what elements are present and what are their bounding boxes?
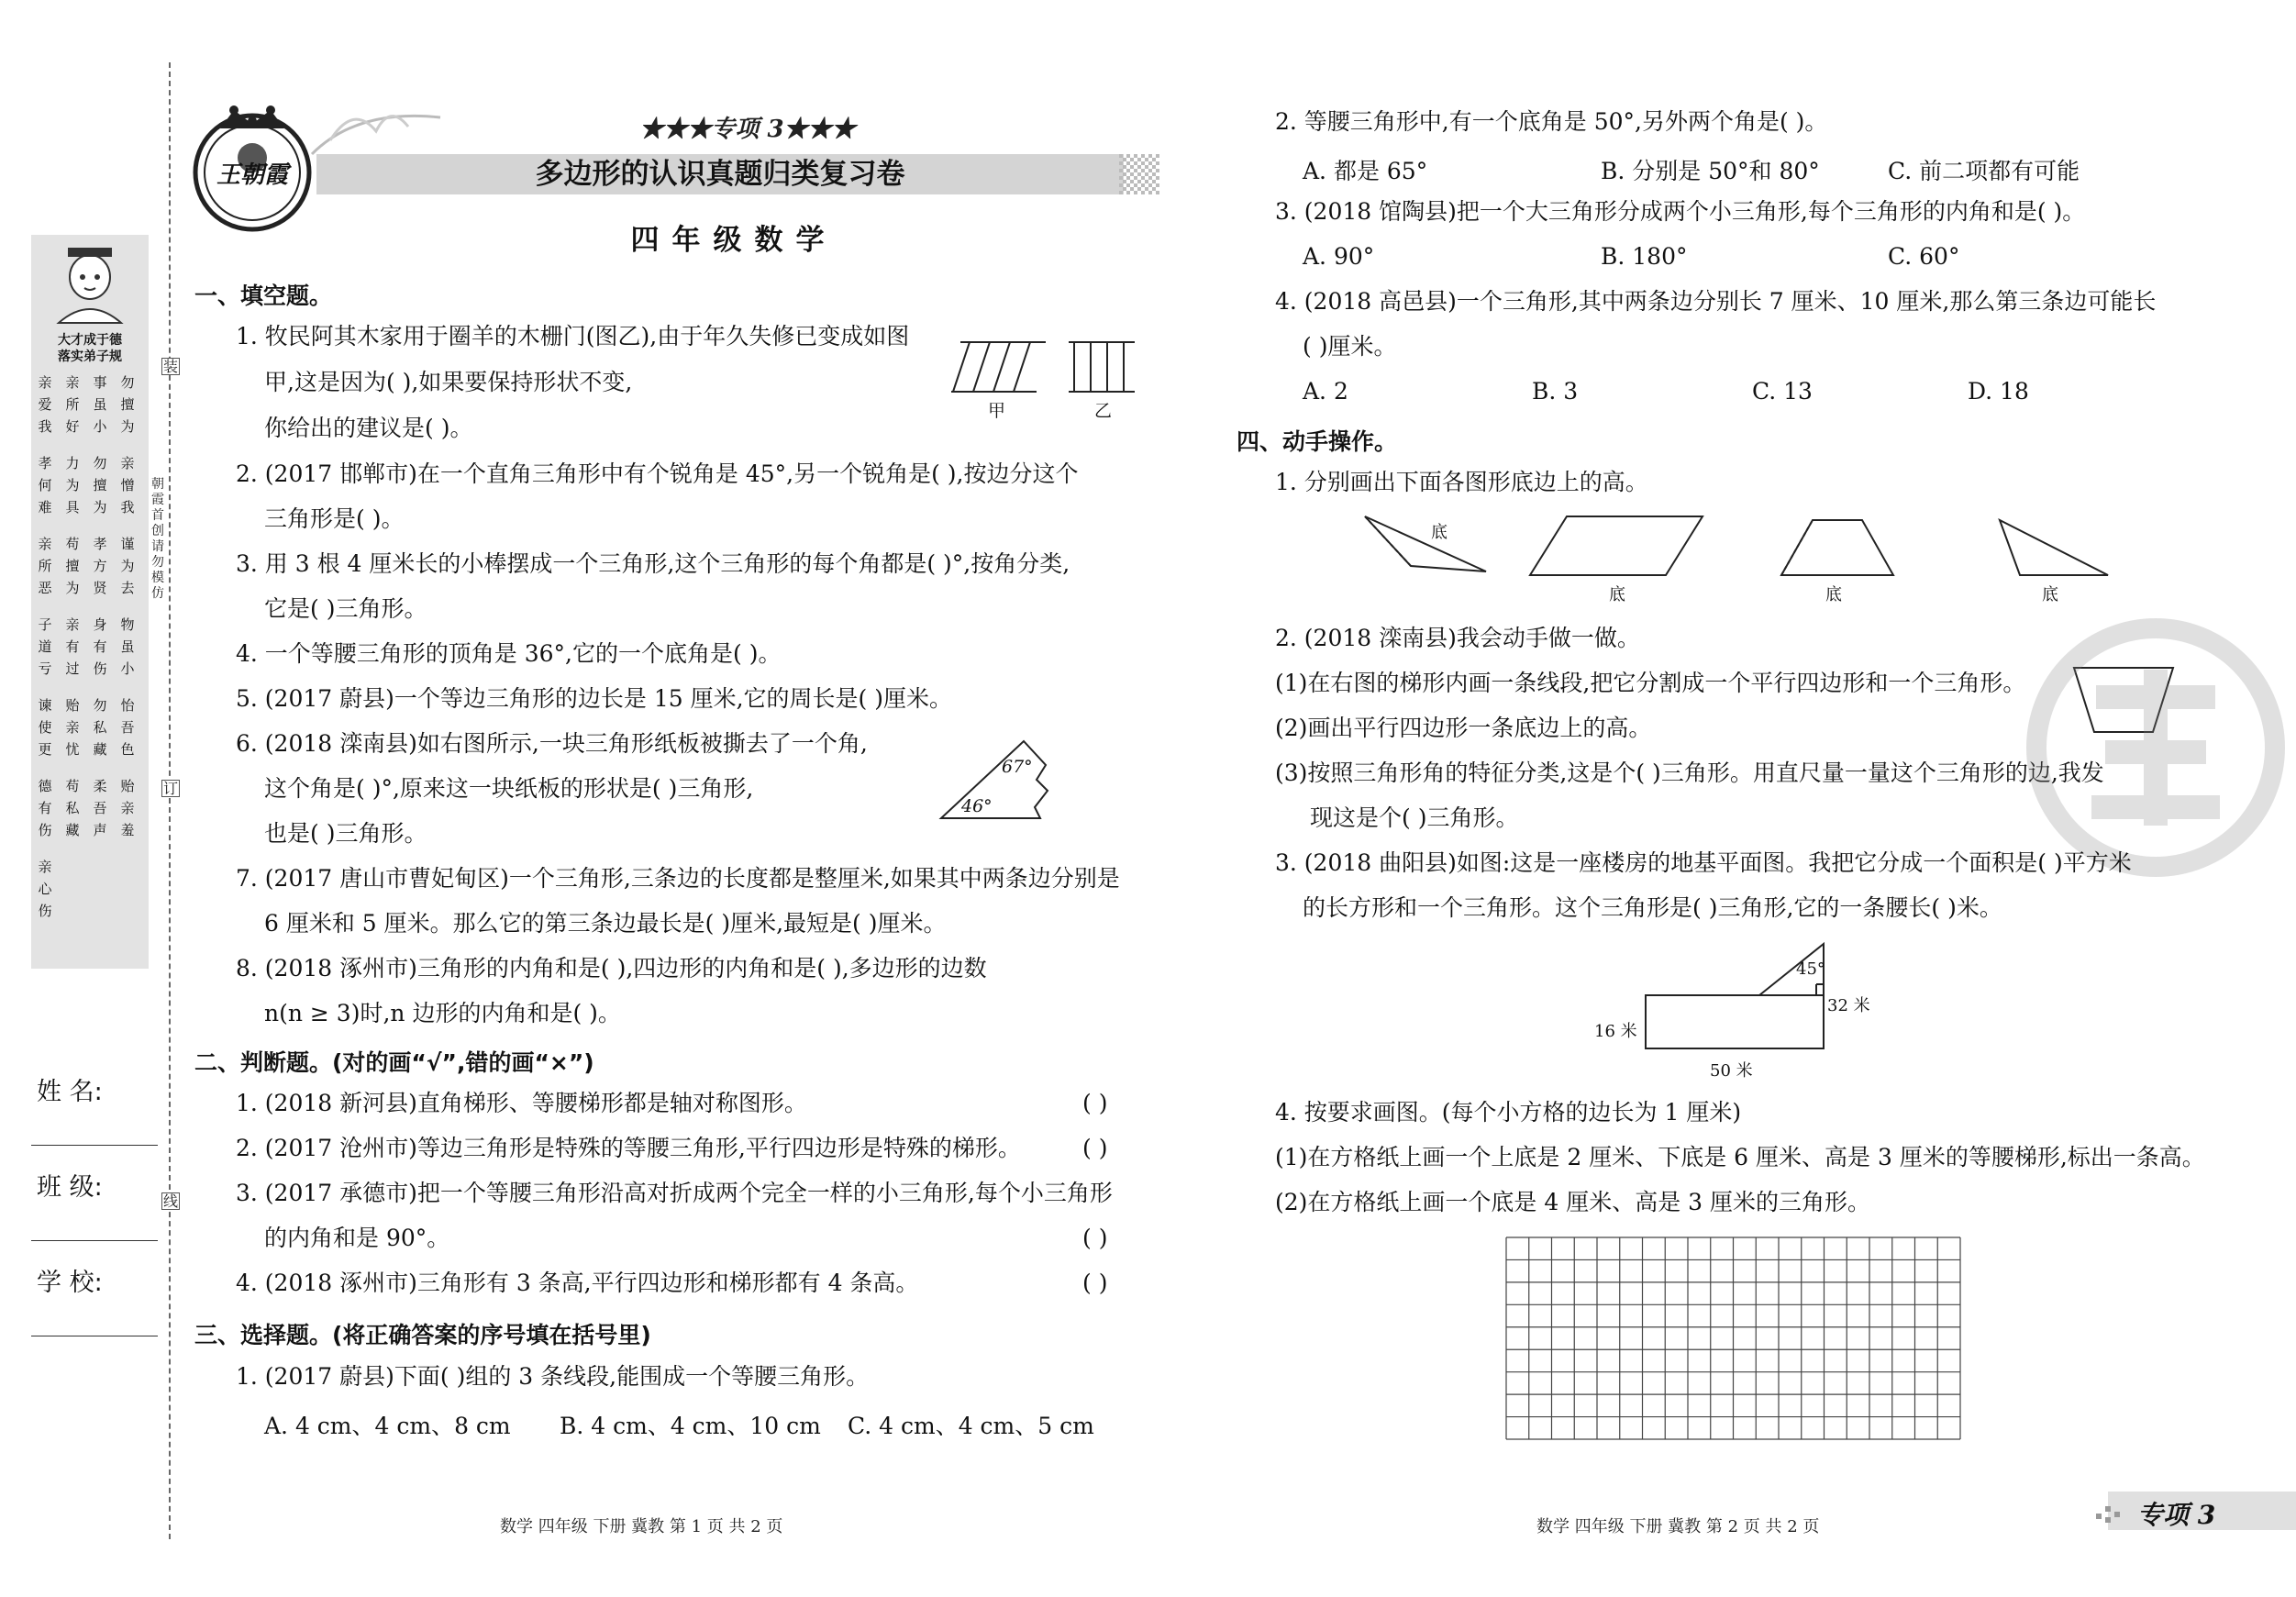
- poem-column: 亲爱我: [38, 374, 52, 435]
- logo-text: 王朝霞: [216, 161, 288, 189]
- base-label: 底: [2042, 585, 2058, 604]
- poem-column: 力为具: [65, 455, 80, 516]
- section-heading-hands-on: 四、动手操作。: [1237, 428, 1398, 455]
- mascot-caption-line: 大才成于德: [58, 333, 122, 348]
- section-heading-multiple-choice: 三、选择题。(将正确答案的序号填在括号里): [194, 1322, 651, 1348]
- grade-subject: 四年级数学: [630, 224, 837, 257]
- question-text: 3. (2017 承德市)把一个等腰三角形沿高对折成两个完全一样的小三角形,每个小三角形: [236, 1180, 1113, 1206]
- question-text: (2)在方格纸上画一个底是 4 厘米、高是 3 厘米的三角形。: [1275, 1189, 1871, 1215]
- name-label: 姓 名:: [37, 1078, 103, 1106]
- poem-column: 贻亲忧: [65, 697, 80, 758]
- binding-word: 线: [162, 1192, 178, 1210]
- question-text: 7. (2017 唐山市曹妃甸区)一个三角形,三条边的长度都是整厘米,如果其中两条边分别是: [236, 865, 1120, 892]
- poem-column: 柔吾声: [93, 778, 107, 838]
- question-text: 三角形是( )。: [264, 505, 405, 532]
- poem-column: 亲憎我: [120, 455, 135, 516]
- question-text: 3. (2018 馆陶县)把一个大三角形分成两个小三角形,每个三角形的内角和是( )。: [1275, 198, 2086, 225]
- angle-label: 67°: [1002, 757, 1033, 777]
- question-text: 2. (2018 滦南县)我会动手做一做。: [1275, 625, 1640, 651]
- question-text: 3. (2018 曲阳县)如图:这是一座楼房的地基平面图。我把它分成一个面积是( )平方米: [1275, 849, 2132, 876]
- question-text: 你给出的建议是( )。: [264, 415, 473, 441]
- question-text: 1. (2017 蔚县)下面( )组的 3 条线段,能围成一个等腰三角形。: [236, 1363, 870, 1390]
- mascot-caption: [35, 332, 145, 365]
- poem-column: 勿私藏: [93, 697, 107, 758]
- question-text: 甲,这是因为( ),如果要保持形状不变,: [264, 369, 633, 395]
- school-label: 学 校:: [37, 1269, 103, 1297]
- parallelogram-shape[interactable]: [1530, 516, 1703, 575]
- question-text: ( )厘米。: [1303, 333, 1397, 360]
- binding-line: [169, 62, 171, 1539]
- poem-column: 勿擅为: [93, 455, 107, 516]
- figure-dimension-label: 16 米: [1594, 1022, 1637, 1041]
- poem-column: 勿擅为: [120, 374, 135, 435]
- choice-option[interactable]: C. 前二项都有可能: [1888, 158, 2080, 184]
- choice-option[interactable]: B. 分别是 50°和 80°: [1601, 158, 1820, 184]
- question-text: 4. (2018 高邑县)一个三角形,其中两条边分别长 7 厘米、10 厘米,那么第三条边可能长: [1275, 288, 2157, 315]
- question-text: 4. 一个等腰三角形的顶角是 36°,它的一个底角是( )。: [236, 640, 782, 667]
- poem-block: [37, 372, 147, 959]
- question-text: 1. 牧民阿其木家用于圈羊的木栅门(图乙),由于年久失修已变成如图: [236, 323, 910, 349]
- poem-column: 苟私藏: [65, 778, 80, 838]
- binding-word: 装: [162, 358, 178, 375]
- foundation-plan-figure: [1642, 940, 1835, 1055]
- seal-watermark: [2023, 615, 2289, 881]
- choice-option[interactable]: A. 2: [1303, 378, 1348, 405]
- poem-column: 孝方贤: [93, 536, 107, 596]
- question-text: 2. (2017 沧州市)等边三角形是特殊的等腰三角形,平行四边形是特殊的梯形。: [236, 1135, 1021, 1161]
- figure-label-jia: 甲: [988, 401, 1006, 421]
- choice-option[interactable]: C. 4 cm、4 cm、5 cm: [848, 1413, 1094, 1439]
- figure-dimension-label: 32 米: [1827, 996, 1870, 1015]
- section-heading-fill-in: 一、填空题。: [194, 283, 333, 309]
- choice-option[interactable]: C. 13: [1752, 378, 1813, 405]
- question-text: 2. (2017 邯郸市)在一个直角三角形中有个锐角是 45°,另一个锐角是( ),按边分这个: [236, 460, 1079, 487]
- mascot-caption-line: 落实弟子规: [58, 349, 122, 364]
- corner-dots-decoration: [2096, 1501, 2133, 1526]
- question-text: 的长方形和一个三角形。这个三角形是( )三角形,它的一条腰长( )米。: [1303, 894, 2002, 921]
- trapezoid-shape[interactable]: [1781, 520, 1893, 575]
- poem-column: 亲心伤: [38, 859, 52, 919]
- question-text: 这个角是( )°,原来这一块纸板的形状是( )三角形,: [264, 775, 754, 802]
- question-text: 5. (2017 蔚县)一个等边三角形的边长是 15 厘米,它的周长是( )厘米。: [236, 685, 952, 712]
- binding-word: 订: [162, 780, 178, 797]
- answer-bracket[interactable]: ( ): [1082, 1090, 1108, 1116]
- question-text: (3)按照三角形角的特征分类,这是个( )三角形。用直尺量一量这个三角形的边,我发: [1275, 760, 2104, 786]
- question-text: 它是( )三角形。: [264, 595, 427, 622]
- section-heading-true-false: 二、判断题。(对的画“√”,错的画“×”): [194, 1049, 594, 1076]
- poem-column: 亲所恶: [38, 536, 52, 596]
- checker-decoration: [1119, 154, 1159, 194]
- poem-column: 孝何难: [38, 455, 52, 516]
- question-text: 的内角和是 90°。: [264, 1225, 450, 1251]
- answer-bracket[interactable]: ( ): [1082, 1135, 1108, 1161]
- choice-option[interactable]: C. 60°: [1888, 243, 1960, 270]
- poem-column: 贻亲羞: [120, 778, 135, 838]
- poem-column: 怡吾色: [120, 697, 135, 758]
- class-field[interactable]: [31, 1240, 158, 1241]
- poem-column: 亲有过: [65, 616, 80, 677]
- base-label: 底: [1609, 585, 1625, 604]
- question-text: 3. 用 3 根 4 厘米长的小棒摆成一个三角形,这个三角形的每个角都是( )°,按角分类,: [236, 550, 1070, 577]
- question-text: 现这是个( )三角形。: [1310, 804, 1519, 831]
- mascot-illustration: [40, 240, 139, 332]
- poem-column: 德有伤: [38, 778, 52, 838]
- poem-column: 谏使更: [38, 697, 52, 758]
- triangle-shape[interactable]: [2000, 520, 2108, 575]
- figure-angle-label: 45°: [1796, 959, 1825, 979]
- poem-column: 苟擅为: [65, 536, 80, 596]
- question-text: (1)在方格纸上画一个上底是 2 厘米、下底是 6 厘米、高是 3 厘米的等腰梯形,标出一条高。: [1275, 1144, 2205, 1170]
- page-footer-left: 数学 四年级 下册 冀教 第 1 页 共 2 页: [500, 1517, 783, 1536]
- choice-option[interactable]: B. 180°: [1601, 243, 1688, 270]
- shapes-figure: [1358, 509, 2110, 610]
- torn-triangle-figure: [936, 734, 1073, 826]
- choice-option[interactable]: A. 都是 65°: [1303, 158, 1428, 184]
- choice-option[interactable]: D. 18: [1968, 378, 2029, 405]
- figure-label-yi: 乙: [1094, 401, 1113, 421]
- question-text: (2)画出平行四边形一条底边上的高。: [1275, 715, 1652, 741]
- answer-bracket[interactable]: ( ): [1082, 1270, 1108, 1296]
- copyright-notice: 朝霞首创 请勿模仿: [151, 477, 164, 601]
- poem-column: 谨为去: [120, 536, 135, 596]
- answer-bracket[interactable]: ( ): [1082, 1225, 1108, 1251]
- choice-option[interactable]: A. 4 cm、4 cm、8 cm: [264, 1413, 511, 1439]
- poem-column: 子道亏: [38, 616, 52, 677]
- question-text: n(n ≥ 3)时,n 边形的内角和是( )。: [264, 1000, 621, 1026]
- poem-column: 身有伤: [93, 616, 107, 677]
- poem-column: 物虽小: [120, 616, 135, 677]
- corner-tag-label: 专项 3: [2137, 1500, 2216, 1530]
- question-text: 2. 等腰三角形中,有一个底角是 50°,另外两个角是( )。: [1275, 108, 1828, 135]
- angle-label: 46°: [961, 796, 993, 816]
- poem-column: 亲所好: [65, 374, 80, 435]
- question-text: 1. 分别画出下面各图形底边上的高。: [1275, 469, 1648, 495]
- page-footer-right: 数学 四年级 下册 冀教 第 2 页 共 2 页: [1536, 1517, 1820, 1536]
- topic-label: ★★★专项 3★★★: [639, 116, 856, 143]
- question-text: 4. (2018 涿州市)三角形有 3 条高,平行四边形和梯形都有 4 条高。: [236, 1270, 919, 1296]
- page-title: 多边形的认识真题归类复习卷: [535, 158, 905, 191]
- question-text: 4. 按要求画图。(每个小方格的边长为 1 厘米): [1275, 1099, 1742, 1126]
- fence-figure: [949, 335, 1142, 417]
- question-text: 8. (2018 涿州市)三角形的内角和是( ),四边形的内角和是( ),多边形的边数: [236, 955, 987, 981]
- question-text: 也是( )三角形。: [264, 820, 427, 847]
- choice-option[interactable]: B. 3: [1532, 378, 1579, 405]
- grid-paper[interactable]: [1505, 1237, 1961, 1440]
- figure-dimension-label: 50 米: [1710, 1061, 1753, 1081]
- class-label: 班 级:: [37, 1173, 103, 1202]
- question-text: 6 厘米和 5 厘米。那么它的第三条边最长是( )厘米,最短是( )厘米。: [264, 910, 947, 937]
- triangle-shape[interactable]: [1365, 516, 1486, 571]
- poem-column: 事虽小: [93, 374, 107, 435]
- base-label: 底: [1825, 585, 1842, 604]
- question-text: 6. (2018 滦南县)如右图所示,一块三角形纸板被撕去了一个角,: [236, 730, 868, 757]
- name-field[interactable]: [31, 1145, 158, 1146]
- choice-option[interactable]: A. 90°: [1303, 243, 1375, 270]
- question-text: (1)在右图的梯形内画一条线段,把它分割成一个平行四边形和一个三角形。: [1275, 670, 2026, 696]
- base-label: 底: [1431, 523, 1447, 542]
- question-text: 1. (2018 新河县)直角梯形、等腰梯形都是轴对称图形。: [236, 1090, 807, 1116]
- choice-option[interactable]: B. 4 cm、4 cm、10 cm: [560, 1413, 821, 1439]
